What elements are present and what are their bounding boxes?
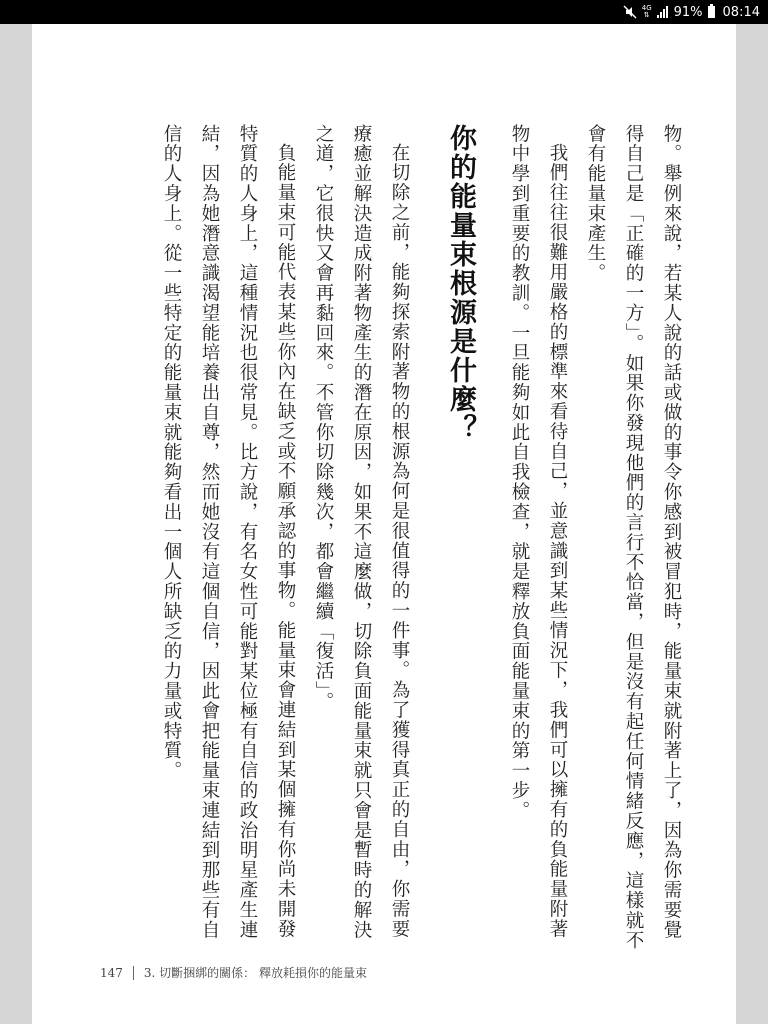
paragraph-2: 我們往往很難用嚴格的標準來看待自己，並意識到某些情況下，我們可以擁有的負能量附著物中學到重要的教訓。一旦能夠如此自我檢查，就是釋放負面能量束的第一步。 [509, 124, 568, 939]
clock: 08:14 [722, 4, 760, 20]
status-bar [0, 0, 768, 24]
footer-divider [133, 966, 134, 980]
paragraph-4: 負能量束可能代表某些你內在缺乏或不願承認的事物。能量束會連結到某個擁有你尚未開發特質的人身上，這種情況也很常見。比方說，有名女性可能對某位極有自信的政治明星產生連結，因為她潛意識渴望能培養出自尊，然而她沒有這個自信，因此會把能量束連結到那些有自信的人身上。從一些特定的能量束就能夠看出一個人所缺乏的力量或特質。 [161, 124, 296, 940]
book-page[interactable] [32, 24, 736, 1024]
page-footer [100, 964, 367, 981]
signal-icon [657, 6, 669, 18]
battery-percent: 91% [673, 4, 703, 20]
mute-icon [623, 5, 637, 19]
paragraph-1: 物。舉例來說，若某人說的話或做的事令你感到被冒犯時，能量束就附著上了，因為你需要覺得自己是「正確的一方」。如果你發現他們的言行不恰當，但是沒有起任何情緒反應，這樣就不會有能量束產生。 [585, 124, 682, 951]
page-body [120, 124, 690, 954]
section-heading: 你的能量束根源是什麼？ [445, 124, 476, 443]
chapter-title: 3. 切斷捆綁的關係： 釋放耗損你的能量束 [143, 966, 367, 980]
page-number: 147 [100, 965, 123, 980]
network-type: 4G ⇅ [641, 4, 652, 19]
battery-icon [708, 6, 715, 18]
paragraph-3: 在切除之前，能夠探索附著物的根源為何是很值得的一件事。為了獲得真正的自由，你需要療癒並解決造成附著物產生的潛在原因，如果不這麼做，切除負面能量束就只會是暫時的解決之道，它很快又會再黏回來。不管你切除幾次，都會繼續「復活」。 [313, 124, 410, 940]
status-icons [623, 0, 760, 24]
